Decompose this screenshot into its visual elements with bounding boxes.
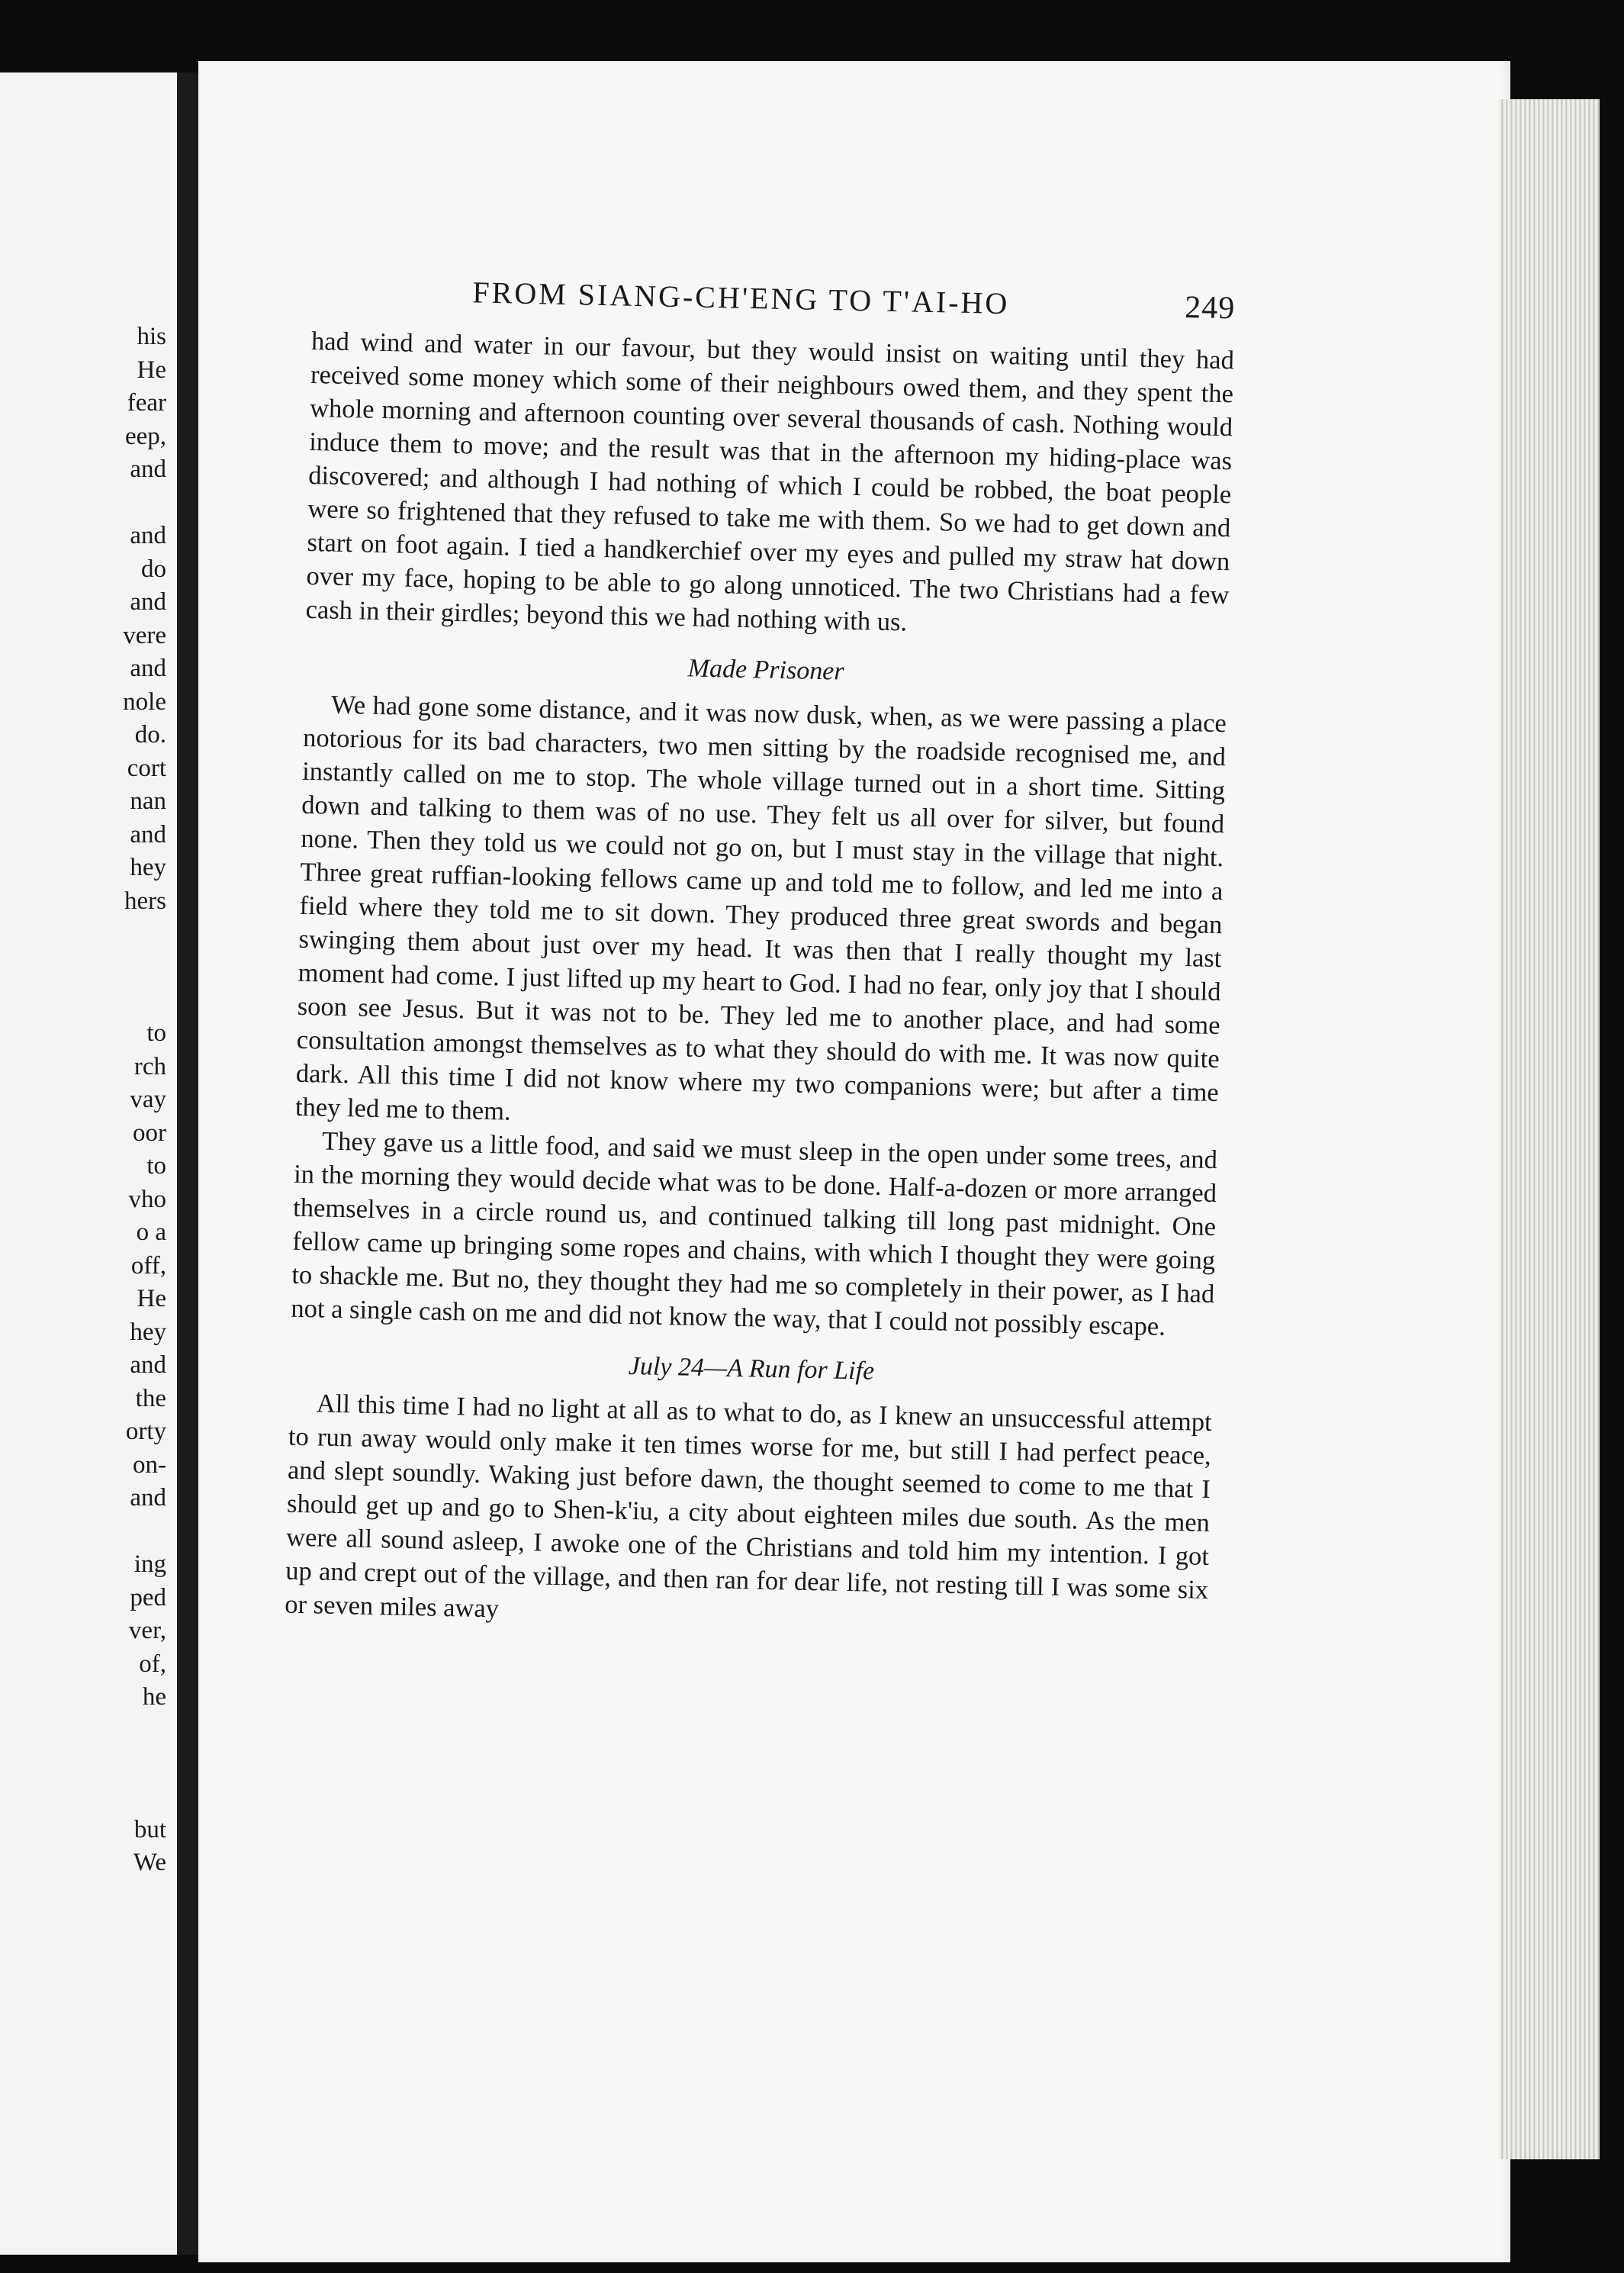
paragraph-continued: had wind and water in our favour, but they would insist on waiting until they had received some money which some of their neighbours owed them, and they spent the whole morning and afternoon counting over several thousands of cash. Nothing would induce them to move; and the result was that in the afternoon my hiding-place was discovered; and although I had nothing of which I could be robbed, the boat people were so frightened that they refused to take me with them. So we had to get down and start on foot again. I tied a handkerchief over my eyes and pulled my straw hat down over my face, hoping to be able to go along unnoticed. The two Christians had a few cash in their girdles; beyond this we had nothing with us. bbox=[305, 326, 1235, 637]
left-line: He bbox=[137, 356, 166, 384]
left-line: oor bbox=[133, 1119, 166, 1147]
left-line: We bbox=[133, 1849, 166, 1876]
left-line: o a bbox=[136, 1219, 166, 1246]
left-line: hers bbox=[124, 887, 166, 915]
left-line: vho bbox=[128, 1185, 166, 1213]
left-page-text bbox=[0, 320, 166, 1880]
left-line: He bbox=[137, 1285, 166, 1312]
section-heading-run-for-life: July 24—A Run for Life bbox=[628, 1351, 875, 1386]
page-edges bbox=[1499, 99, 1600, 2159]
left-line: vay bbox=[130, 1086, 166, 1113]
book-gutter bbox=[177, 72, 198, 2255]
left-line: he bbox=[142, 1683, 166, 1711]
section-heading-made-prisoner: Made Prisoner bbox=[687, 654, 844, 686]
left-line: hey bbox=[130, 1318, 166, 1346]
left-line: and bbox=[130, 1484, 166, 1512]
left-line: the bbox=[135, 1384, 166, 1412]
left-line: rch bbox=[133, 1052, 166, 1080]
paragraph: We had gone some distance, and it was now dusk, when, as we were passing a place notorious for its bad characters, two men sitting by the roadside recognised me, and instantly called on me to stop. The whole village turned out in a short time. Sitting down and talking to them was of no use. They felt us all over for silver, but found none. Then they told us we could not go on, but I must stay in the village that night. Three great ruffian-looking fellows came up and told me to follow, and led me into a field where they told me to sit down. They produced three great swords and began swinging them about just over my head. It was then that I really thought my last moment had come. I just lifted up my heart to God. I had no fear, only joy that I should soon see Jesus. But it was not to be. They led me to another place, and had some consultation amongst themselves as to what they should do with me. It was now quite dark. All this time I did not know where my two companions were; but after a time they led me to them. bbox=[294, 690, 1227, 1126]
left-line: and bbox=[130, 456, 166, 483]
left-line: ver, bbox=[128, 1617, 166, 1644]
left-line: his bbox=[137, 323, 166, 350]
page-number: 249 bbox=[1184, 289, 1236, 327]
left-line: off, bbox=[130, 1251, 166, 1280]
left-line: and bbox=[130, 588, 166, 616]
left-line: ing bbox=[133, 1550, 166, 1578]
left-line: vere bbox=[123, 621, 166, 649]
left-line: fear bbox=[127, 389, 166, 417]
left-line: do bbox=[141, 555, 166, 583]
left-line: ped bbox=[130, 1583, 166, 1611]
left-line: but bbox=[133, 1815, 166, 1843]
left-line: hey bbox=[130, 854, 166, 881]
left-line: nole bbox=[123, 687, 166, 716]
left-line: and bbox=[130, 655, 166, 682]
left-line: of, bbox=[139, 1650, 166, 1678]
left-line: nan bbox=[130, 787, 166, 815]
left-line: eep, bbox=[124, 422, 166, 450]
paragraph: They gave us a little food, and said we must sleep in the open under some trees, and in the morning they would decide what was to be done. Half-a-dozen or more arranged themselves in a circle round us, and continued talking till long past midnight. One fellow came up bringing some ropes and chains, with which I thought they were going to shackle me. But no, they thought they had me so completely in their power, as I had not a single cash on me and did not know the way, that I could not possibly escape. bbox=[291, 1126, 1218, 1341]
left-line: cort bbox=[127, 754, 166, 782]
left-line: do. bbox=[134, 721, 166, 749]
left-line: on- bbox=[133, 1450, 166, 1479]
left-page-fragment bbox=[0, 72, 177, 2255]
left-line: to bbox=[146, 1152, 166, 1180]
paragraph: All this time I had no light at all as to what to do, as I knew an unsuccessful attempt to run away would only make it ten times worse for me, but still I had perfect peace, and slept soundly. Waking just before dawn, the thought seemed to come to me that I should get up and go to Shen-k'iu, a city about eighteen miles due south. As the men were all sound asleep, I awoke one of the Christians and told him my intention. I got up and crept out of the village, and then ran for dear life, not resting till I was some six or seven miles away bbox=[284, 1389, 1213, 1624]
left-line: and bbox=[130, 1351, 166, 1379]
running-head-title: FROM SIANG-CH'ENG TO T'AI-HO bbox=[471, 275, 1010, 321]
left-line: orty bbox=[125, 1418, 166, 1445]
left-line: and bbox=[130, 820, 166, 848]
left-line: to bbox=[146, 1019, 166, 1047]
left-line: and bbox=[130, 522, 166, 549]
page-text-block bbox=[285, 271, 1236, 1640]
